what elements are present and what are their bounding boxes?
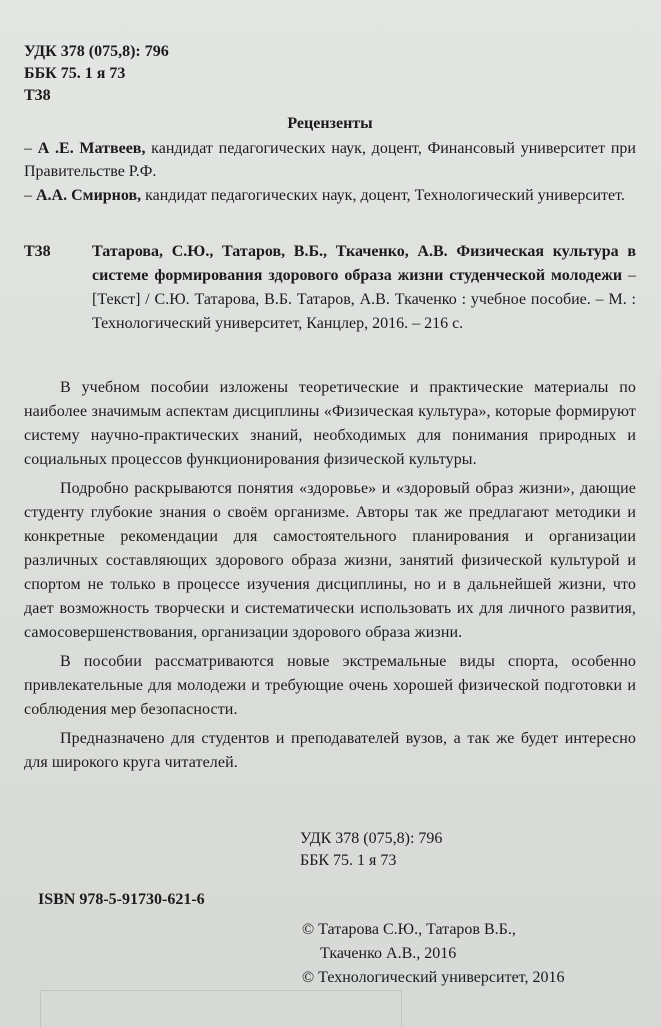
- reviewers-heading: Рецензенты: [287, 115, 373, 132]
- reviewer-name: А .Е. Матвеев,: [37, 140, 146, 157]
- header-classification-codes: [24, 41, 636, 107]
- copyright-line: Ткаченко А.В., 2016: [320, 945, 457, 962]
- abstract-paragraph: Подробно раскрываются понятия «здоровье» и «здоровый образ жизни», дающие студенту глубокие знания о своём организме. Авторы так же предлагают методики и конкретные рекомендации для самостоятельного планирования и организации различных составляющих здорового образа жизни, занятий физической культурой и спортом не только в процессе изучения дисциплины, но и в дальнейшей жизни, что дает возможность творчески и систематически использовать их для личного развития, самосовершенствования, организации здорового образа жизни.: [24, 480, 636, 641]
- bibliographic-title: Татарова, С.Ю., Татаров, В.Б., Ткаченко, А.В. Физическая культура в системе формирования здорового образа жизни студенческой молодежи: [92, 243, 636, 284]
- bibliographic-code: Т38: [24, 243, 51, 260]
- abstract-paragraph: Предназначено для студентов и преподавателей вузов, а так же будет интересно для широкого круга читателей.: [24, 730, 636, 771]
- reviewer-details: кандидат педагогических наук, доцент, Технологический университет.: [141, 187, 625, 204]
- bibliographic-record: [24, 240, 636, 336]
- bbk-code: ББК 75. 1 я 73: [24, 65, 126, 82]
- copyright-line: © Татарова С.Ю., Татаров В.Б.,: [302, 921, 516, 938]
- copyright-notice: [302, 918, 564, 990]
- bibliographic-imprint: – [Текст] / С.Ю. Татарова, В.Б. Татаров, А.В. Ткаченко : учебное пособие. – М. : Технологический университет, Канцлер, 2016. – 216 с.: [92, 267, 637, 332]
- bbk-code: ББК 75. 1 я 73: [300, 852, 397, 869]
- footer-classification-codes: [300, 828, 442, 872]
- isbn: ISBN 978-5-91730-621-6: [38, 891, 205, 908]
- reviewer-entry: [24, 184, 636, 207]
- reviewer-entry: [24, 137, 636, 183]
- author-mark: Т38: [24, 87, 51, 104]
- abstract-paragraph: В пособии рассматриваются новые экстремальные виды спорта, особенно привлекательные для молодежи и требующие очень хорошей физической подготовки и соблюдения мер безопасности.: [24, 653, 636, 718]
- reviewer-name: А.А. Смирнов,: [36, 187, 142, 204]
- show-through-frame: [40, 990, 402, 1027]
- udk-code: УДК 378 (075,8): 796: [24, 43, 169, 60]
- abstract: [24, 376, 636, 780]
- reviewer-details: кандидат педагогических наук, доцент, Финансовый университет при Правительстве Р.Ф.: [24, 140, 636, 180]
- reviewer-dash: –: [24, 187, 36, 204]
- reviewer-dash: –: [24, 140, 38, 157]
- copyright-line: © Технологический университет, 2016: [302, 969, 565, 986]
- udk-code: УДК 378 (075,8): 796: [300, 830, 443, 847]
- bibliographic-description: [92, 240, 636, 336]
- abstract-paragraph: В учебном пособии изложены теоретические и практические материалы по наиболее значимым аспектам дисциплины «Физическая культура», которые формируют систему научно-практических знаний, необходимых для понимания природных и социальных процессов функционирования физической культуры.: [24, 379, 636, 468]
